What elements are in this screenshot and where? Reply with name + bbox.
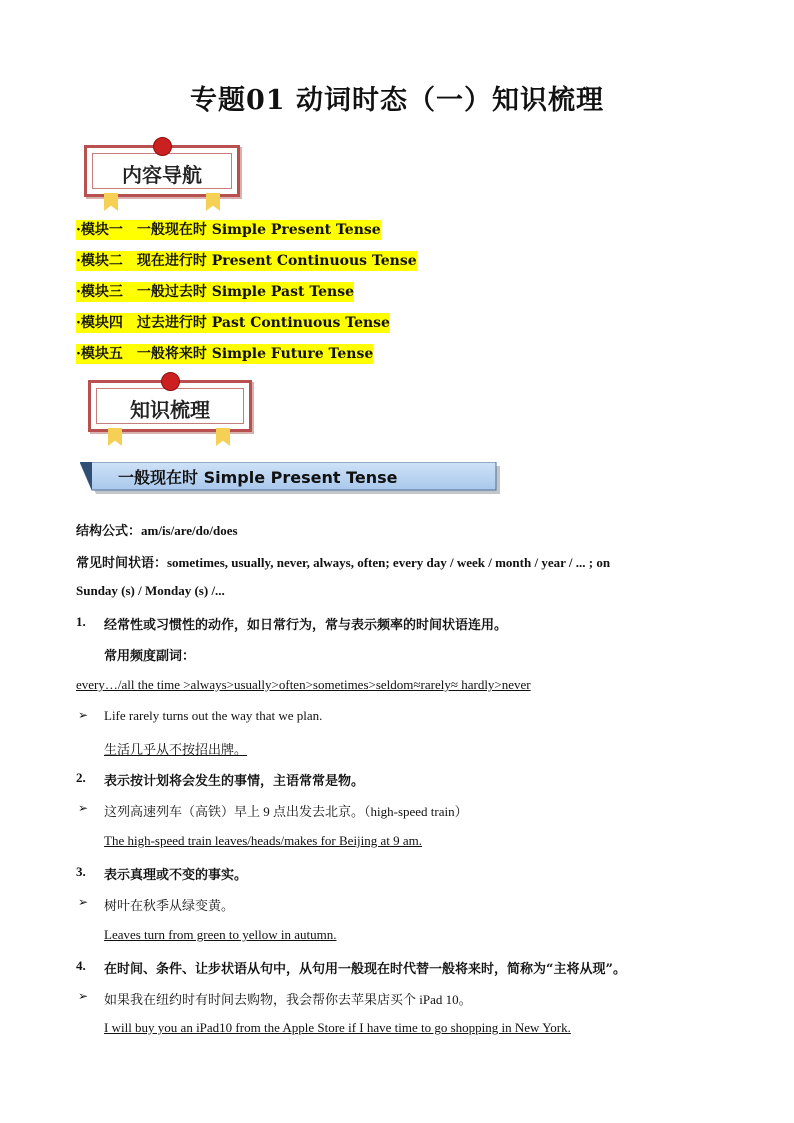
point-text: 表示按计划将会发生的事情，主语常常是物。 [104,774,365,789]
section-banner [80,462,500,494]
point-text: 经常性或习惯性的动作，如日常行为，常与表示频率的时间状语连用。 [104,618,508,633]
badge-label: 内容导航 [122,163,202,187]
nav-item-module-3[interactable]: ·模块三 一般过去时 Simple Past Tense [76,284,355,300]
nav-item-module-2[interactable]: ·模块二 现在进行时 Present Continuous Tense [76,253,417,269]
example-answer: 生活几乎从不按招出牌。 [104,742,248,757]
example-answer: The high-speed train leaves/heads/makes for Beijing at 9 am. [104,833,423,848]
red-dot-icon [161,372,180,391]
example-sentence: 如果我在纽约时有时间去购物，我会帮你去苹果店买个 iPad 10。 [104,992,472,1007]
nav-item-module-1[interactable]: ·模块一 一般现在时 Simple Present Tense [76,222,381,238]
example-answer: I will buy you an iPad10 from the Apple Store if I have time to go shopping in New York. [104,1020,571,1035]
example-answer: Leaves turn from green to yellow in autumn. [104,927,337,942]
arrow-bullet-icon: ➢ [78,895,89,909]
nav-item-module-4[interactable]: ·模块四 过去进行时 Past Continuous Tense [76,315,390,331]
arrow-bullet-icon: ➢ [78,708,89,722]
example-sentence: 这列高速列车（高铁）早上 9 点出发去北京。（high-speed train） [104,804,468,819]
banner-title: 一般现在时 Simple Present Tense [118,468,398,487]
example-sentence: Life rarely turns out the way that we plan. [104,708,323,723]
point-number: 4. [76,958,86,973]
red-dot-icon [153,137,172,156]
frequency-label: 常用频度副词： [104,649,196,664]
arrow-bullet-icon: ➢ [78,989,89,1003]
module-nav-list [76,214,417,369]
time-adverbials-line-1: 常见时间状语：sometimes, usually, never, always, often; every day / week / month / year / ... ; on [76,555,611,570]
point-text: 表示真理或不变的事实。 [104,868,248,883]
arrow-bullet-icon: ➢ [78,801,89,815]
knowledge-badge [88,372,254,444]
badge-label: 知识梳理 [130,398,210,422]
nav-item-module-5[interactable]: ·模块五 一般将来时 Simple Future Tense [76,346,374,362]
content-nav-badge [84,137,244,209]
point-number: 3. [76,864,86,879]
point-number: 1. [76,614,86,629]
time-adverbials-line-2: Sunday (s) / Monday (s) /... [76,583,225,598]
page-title: 专题01 动词时态（一）知识梳理 [190,85,604,116]
point-number: 2. [76,770,86,785]
example-sentence: 树叶在秋季从绿变黄。 [104,898,235,913]
point-text: 在时间、条件、让步状语从句中，从句用一般现在时代替一般将来时，简称为“主将从现”。 [104,962,626,977]
structure-formula: 结构公式：am/is/are/do/does [76,523,238,538]
frequency-list: every…/all the time >always>usually>often>sometimes>seldom≈rarely≈ hardly>never [76,677,531,692]
